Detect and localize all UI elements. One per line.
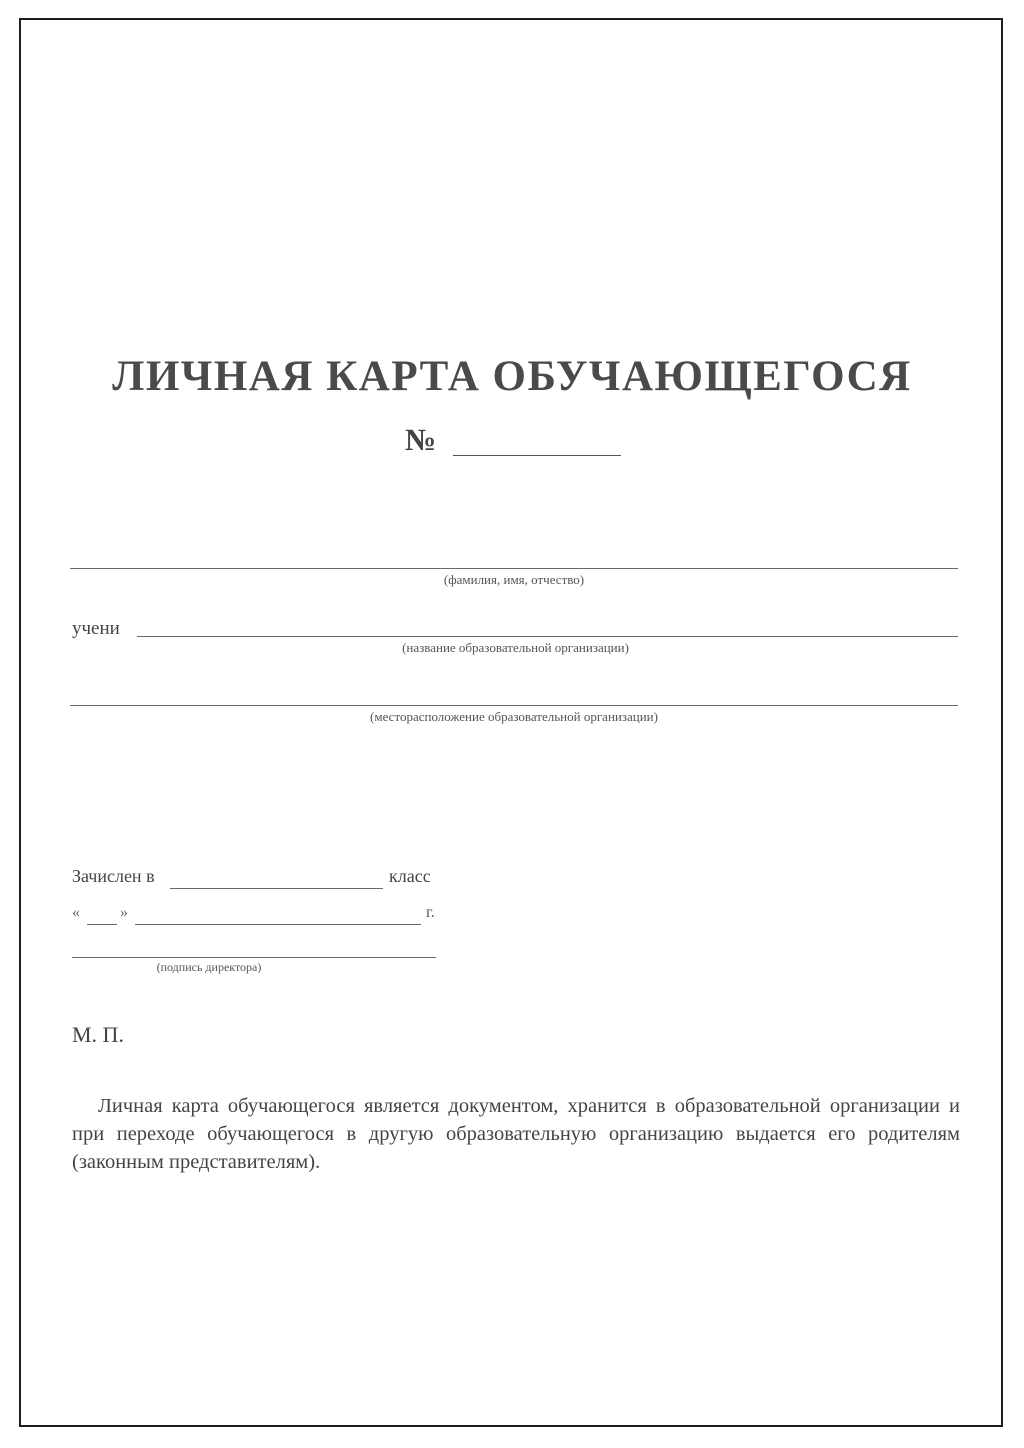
pupil-label: учени	[72, 618, 120, 639]
org-location-caption: (месторасположение образовательной организации)	[370, 709, 658, 724]
org-name-line[interactable]	[137, 636, 958, 637]
org-location-line[interactable]	[70, 705, 958, 706]
org-name-caption: (название образовательной организации)	[402, 640, 629, 655]
date-quote-open: «	[72, 904, 80, 921]
year-suffix: г.	[426, 904, 435, 921]
fio-line[interactable]	[70, 568, 958, 569]
number-sign: №	[405, 422, 437, 457]
enrolled-label: Зачислен в	[72, 866, 155, 886]
document-note: Личная карта обучающегося является документом, хранится в образовательной организации и при переходе обучающегося в другую образовательную организацию выдается его родителям (законным представителям).	[72, 1095, 960, 1173]
signature-line[interactable]	[72, 957, 436, 958]
document-title: ЛИЧНАЯ КАРТА ОБУЧАЮЩЕГОСЯ	[112, 353, 912, 400]
class-line[interactable]	[170, 888, 383, 889]
day-line[interactable]	[87, 924, 117, 925]
card-number-line[interactable]	[453, 455, 621, 456]
fio-caption: (фамилия, имя, отчество)	[443, 572, 585, 587]
class-label: класс	[389, 866, 431, 886]
signature-caption: (подпись директора)	[156, 960, 262, 974]
date-quote-close: »	[120, 904, 128, 921]
stamp-place-label: М. П.	[72, 1022, 124, 1047]
month-year-line[interactable]	[135, 924, 421, 925]
